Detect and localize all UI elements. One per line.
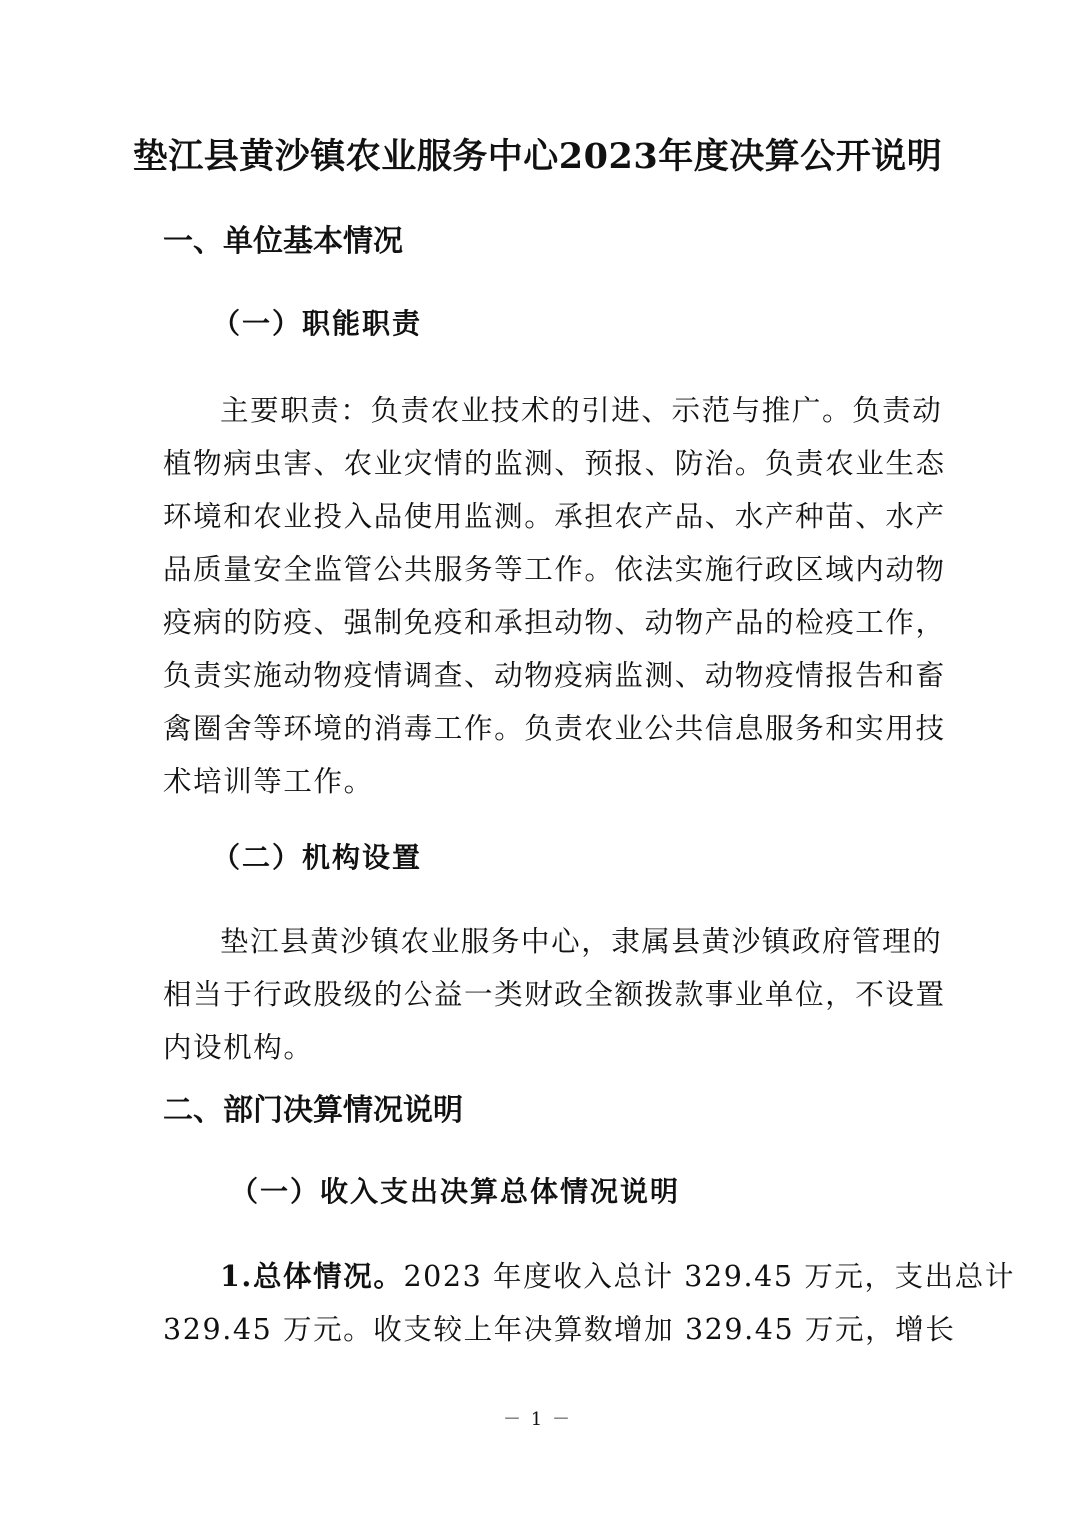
- paragraph-line: 主要职责：负责农业技术的引进、示范与推广。负责动: [220, 394, 943, 427]
- lead-bold-text: 1.总体情况。: [220, 1259, 404, 1293]
- paragraph-line-text: 2023 年度收入总计 329.45 万元，支出总计: [403, 1260, 1015, 1293]
- document-title: 垫江县黄沙镇农业服务中心2023年度决算公开说明: [132, 136, 943, 177]
- paragraph-line: 内设机构。: [163, 1031, 314, 1064]
- paragraph-line: [163, 1250, 1015, 1303]
- paragraph-organization: [163, 915, 946, 1074]
- paragraph-overall: [163, 1250, 1015, 1356]
- paragraph-line: 329.45 万元。收支较上年决算数增加 329.45 万元，增长: [163, 1313, 956, 1346]
- subheading-functions: （一）职能职责: [212, 307, 423, 340]
- paragraph-line: 禽圈舍等环境的消毒工作。负责农业公共信息服务和实用技: [163, 712, 946, 745]
- paragraph-functions: [163, 384, 946, 808]
- section-heading-basic-info: 一、单位基本情况: [163, 224, 403, 259]
- section-heading-final-accounts: 二、部门决算情况说明: [163, 1093, 463, 1128]
- paragraph-line: 负责实施动物疫情调查、动物疫病监测、动物疫情报告和畜: [163, 659, 946, 692]
- subheading-organization: （二）机构设置: [212, 841, 423, 874]
- paragraph-line: 相当于行政股级的公益一类财政全额拨款事业单位，不设置: [163, 978, 946, 1011]
- paragraph-line: 疫病的防疫、强制免疫和承担动物、动物产品的检疫工作，: [163, 606, 946, 639]
- paragraph-line: 垫江县黄沙镇农业服务中心，隶属县黄沙镇政府管理的: [220, 925, 943, 958]
- paragraph-line: 环境和农业投入品使用监测。承担农产品、水产种苗、水产: [163, 500, 946, 533]
- page-number: － 1 －: [503, 1409, 572, 1430]
- subheading-income-expenditure: （一）收入支出决算总体情况说明: [230, 1175, 681, 1208]
- paragraph-line: 术培训等工作。: [163, 765, 374, 798]
- paragraph-line: 品质量安全监管公共服务等工作。依法实施行政区域内动物: [163, 553, 946, 586]
- paragraph-line: 植物病虫害、农业灾情的监测、预报、防治。负责农业生态: [163, 447, 946, 480]
